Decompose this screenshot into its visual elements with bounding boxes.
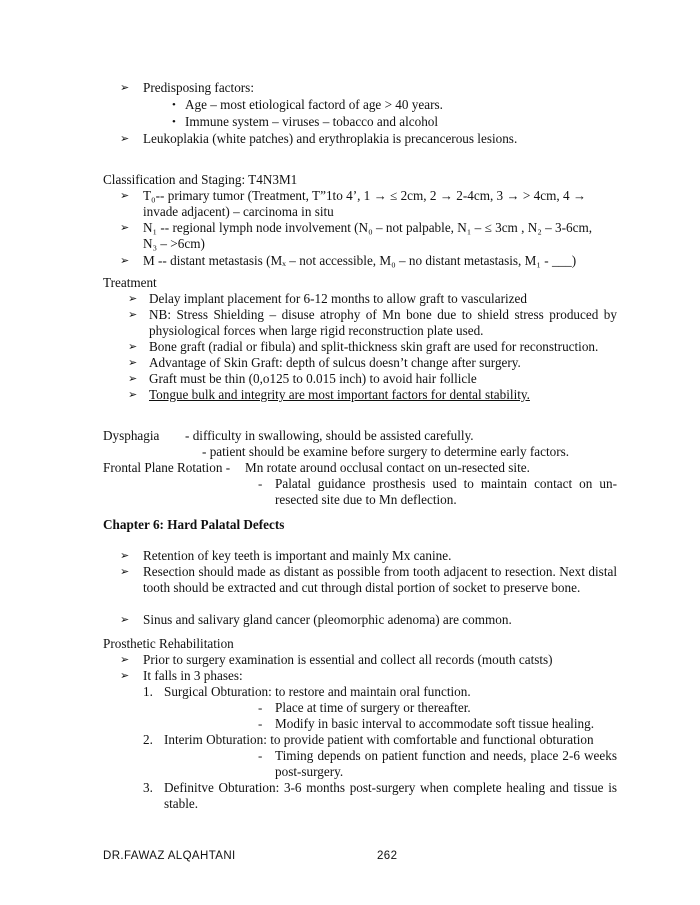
phase-surgical: Surgical Obturation: to restore and maintain oral function. [164,684,471,699]
phase-number: 2. [143,732,153,747]
arrow-bullet-icon: ➢ [120,222,130,234]
phase-interim-sub: Timing depends on patient function and needs, place 2-6 weeks post-surgery. [275,748,617,779]
treatment-title: Treatment [103,275,157,290]
dash-bullet-icon: - [258,748,263,763]
dash-bullet-icon: - [258,716,263,731]
treatment-item: Advantage of Skin Graft: depth of sulcus doesn’t change after surgery. [149,355,521,370]
arrow-bullet-icon: ➢ [128,293,138,305]
classification-n-line2: N₃ – >6cm) [143,236,205,251]
predisposing-age: Age – most etiological factord of age > 40 years. [185,97,443,112]
treatment-item: NB: Stress Shielding – disuse atrophy of Mn bone due to shield stress produced by physiological forces when large rigid reconstruction plate used. [149,307,617,338]
phase-surgical-sub: Place at time of surgery or thereafter. [275,700,471,715]
treatment-item: Graft must be thin (0,o125 to 0.015 inch) to avoid hair follicle [149,371,477,386]
footer-author: DR.FAWAZ ALQAHTANI [103,850,236,862]
dash-bullet-icon: - [258,700,263,715]
prosthetic-item: Prior to surgery examination is essential and collect all records (mouth catsts) [143,652,553,667]
classification-t-line1: T₀-- primary tumor (Treatment, T”1to 4’, 1 → ≤ 2cm, 2 → 2-4cm, 3 → > 4cm, 4 → [143,188,587,203]
arrow-bullet-icon: ➢ [120,255,130,267]
treatment-item: Tongue bulk and integrity are most important factors for dental stability. [149,387,530,402]
predisposing-immune: Immune system – viruses – tobacco and alcohol [185,114,439,129]
classification-t-line2: invade adjacent) – carcinoma in situ [143,204,334,219]
arrow-bullet-icon: ➢ [120,614,130,626]
arrow-bullet-icon: ➢ [120,654,130,666]
prosthetic-title: Prosthetic Rehabilitation [103,636,234,651]
predisposing-leukoplakia: Leukoplakia (white patches) and erythroplakia is precancerous lesions. [143,131,518,146]
frontal-sub: Palatal guidance prosthesis used to maintain contact on un-resected site due to Mn deflection. [275,476,617,507]
arrow-bullet-icon: ➢ [120,550,130,562]
arrow-bullet-icon: ➢ [120,133,130,145]
chapter-item: Retention of key teeth is important and mainly Mx canine. [143,548,452,563]
predisposing-title: Predisposing factors: [143,80,254,95]
classification-title: Classification and Staging: T4N3M1 [103,172,298,187]
phase-definitive: Definitve Obturation: 3-6 months post-surgery when complete healing and tissue is stable. [164,780,617,811]
arrow-bullet-icon: ➢ [128,309,138,321]
arrow-bullet-icon: ➢ [120,566,130,578]
footer-page-number: 262 [377,850,398,862]
classification-m-line: M -- distant metastasis (Mₓ – not accessible, M₀ – no distant metastasis, M₁ - ___) [143,253,577,268]
phase-number: 3. [143,780,153,795]
arrow-bullet-icon: ➢ [120,82,130,94]
treatment-item: Delay implant placement for 6-12 months to allow graft to vascularized [149,291,527,306]
arrow-bullet-icon: ➢ [128,357,138,369]
arrow-bullet-icon: ➢ [128,373,138,385]
arrow-bullet-icon: ➢ [120,190,130,202]
dysphagia-line2: - patient should be examine before surgery to determine early factors. [202,444,570,459]
phase-surgical-sub: Modify in basic interval to accommodate soft tissue healing. [275,716,594,731]
phase-number: 1. [143,684,153,699]
phase-interim: Interim Obturation: to provide patient with comfortable and functional obturation [164,732,594,747]
frontal-label: Frontal Plane Rotation - [103,460,231,475]
arrow-bullet-icon: ➢ [120,670,130,682]
dash-bullet-icon: - [258,476,263,491]
dysphagia-line1: - difficulty in swallowing, should be assisted carefully. [185,428,474,443]
dot-bullet-icon: • [172,116,176,128]
arrow-bullet-icon: ➢ [128,389,138,401]
treatment-item: Bone graft (radial or fibula) and split-thickness skin graft are used for reconstruction. [149,339,599,354]
chapter-item: Sinus and salivary gland cancer (pleomorphic adenoma) are common. [143,612,512,627]
chapter-title: Chapter 6: Hard Palatal Defects [103,517,285,532]
prosthetic-item: It falls in 3 phases: [143,668,243,683]
dysphagia-label: Dysphagia [103,428,160,443]
arrow-bullet-icon: ➢ [128,341,138,353]
chapter-item: Resection should made as distant as possible from tooth adjacent to resection. Next distal tooth should be extracted and cut through distal portion of socket to preserve bone. [143,564,617,595]
dot-bullet-icon: • [172,99,176,111]
classification-n-line1: N₁ -- regional lymph node involvement (N₀ – not palpable, N₁ – ≤ 3cm , N₂ – 3-6cm, [143,220,592,235]
frontal-line1: Mn rotate around occlusal contact on un-resected site. [245,460,530,475]
